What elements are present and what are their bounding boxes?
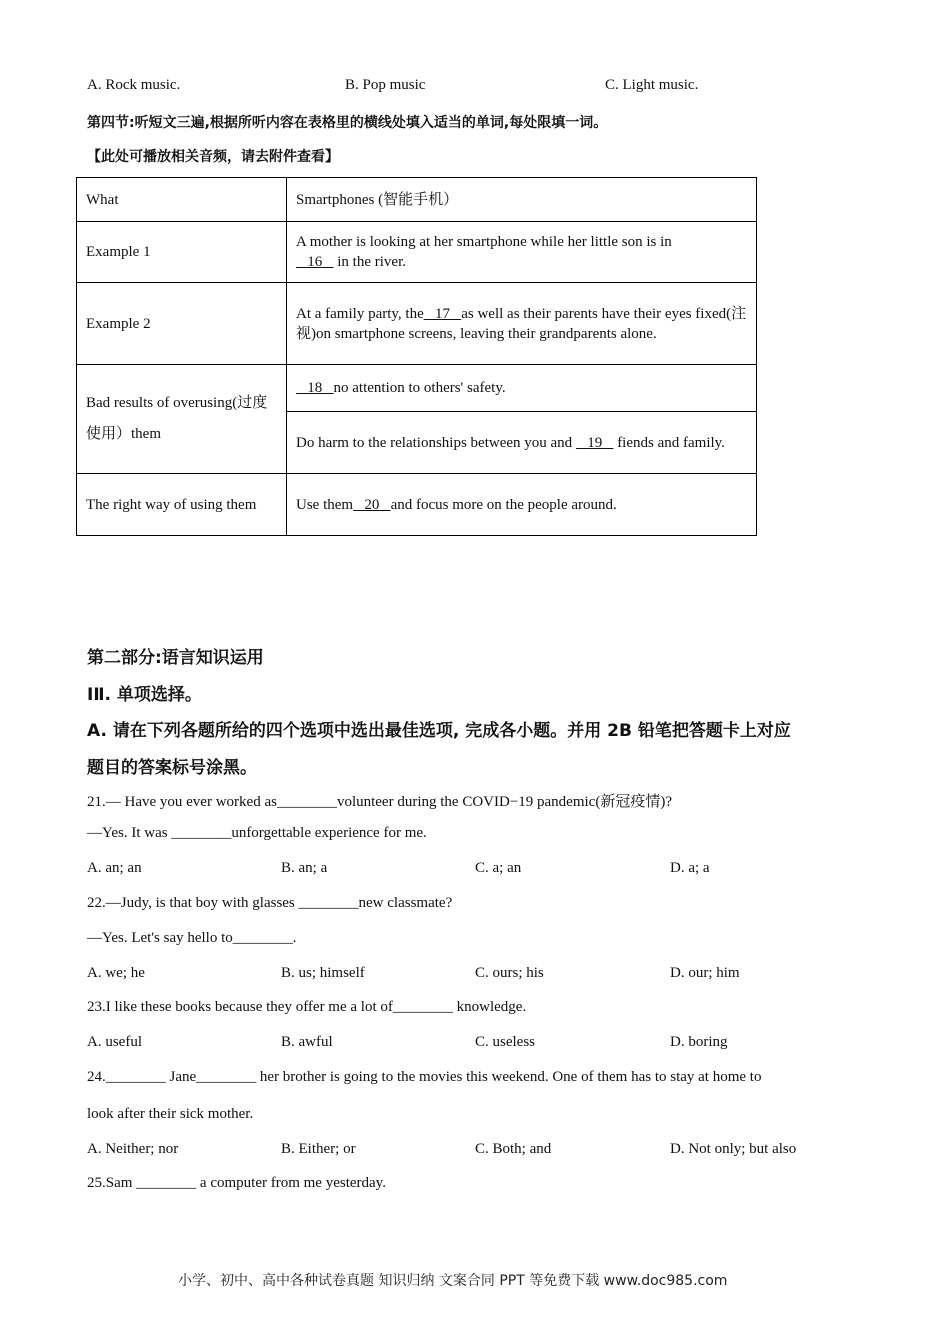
blank-18: 18 (307, 380, 323, 396)
q24-option-c: C. Both; and (475, 1141, 552, 1157)
row-label: What (77, 178, 287, 222)
table-row (77, 222, 757, 283)
table-row (77, 178, 757, 222)
q22-option-a: A. we; he (87, 965, 145, 981)
q23-option-a: A. useful (87, 1034, 142, 1050)
question-25: 25.Sam ________ a computer from me yesterday. (87, 1175, 386, 1191)
q23-option-d: D. boring (670, 1034, 728, 1050)
question-21: 21.— Have you ever worked as________volunteer during the COVID−19 pandemic(新冠疫情)? (87, 794, 672, 810)
q22-option-c: C. ours; his (475, 965, 544, 981)
row-label: Example 2 (77, 283, 287, 365)
row-content: Use them 20 and focus more on the people around. (287, 474, 757, 536)
option-a: A. Rock music. (87, 77, 181, 93)
row-content: Smartphones (智能手机） (287, 178, 757, 222)
row-label: The right way of using them (77, 474, 287, 536)
q21-option-b: B. an; a (281, 860, 328, 876)
option-c: C. Light music. (605, 77, 699, 93)
section-subtitle: IⅡ. 单项选择。 (87, 685, 202, 705)
question-23: 23.I like these books because they offer me a lot of________ knowledge. (87, 999, 527, 1015)
audio-note: 【此处可播放相关音频，请去附件查看】 (87, 149, 339, 165)
blank-17: 17 (434, 305, 450, 322)
q23-option-b: B. awful (281, 1034, 333, 1050)
q24-option-b: B. Either; or (281, 1141, 356, 1157)
question-22: 22.—Judy, is that boy with glasses ________new classmate? (87, 895, 453, 911)
q21-option-c: C. a; an (475, 860, 522, 876)
q22-option-b: B. us; himself (281, 965, 365, 981)
question-24: 24.________ Jane________ her brother is going to the movies this weekend. One of them has to stay at home to (87, 1069, 762, 1085)
part2-title: 第二部分:语言知识运用 (87, 648, 264, 668)
blank-19: 19 (587, 434, 603, 451)
row-content: 18 no attention to others' safety. (287, 365, 757, 412)
row-label: Bad results of overusing(过度使用）them (77, 365, 287, 474)
question-24-cont: look after their sick mother. (87, 1106, 254, 1122)
row-content: At a family party, the 17 as well as their parents have their eyes fixed(注视)on smartphone screens, leaving their grandparents alone. (287, 283, 757, 365)
q24-option-d: D. Not only; but also (670, 1141, 797, 1157)
q21-option-a: A. an; an (87, 860, 142, 876)
table-row (77, 365, 757, 412)
listening-table (76, 177, 757, 536)
row-content: Do harm to the relationships between you and 19 fiends and family. (287, 412, 757, 474)
q24-option-a: A. Neither; nor (87, 1141, 179, 1157)
row-content: A mother is looking at her smartphone while her little son is in 16 in the river. (287, 222, 757, 283)
option-b: B. Pop music (345, 77, 426, 93)
table-row (77, 474, 757, 536)
blank-20: 20 (364, 496, 380, 513)
row-label: Example 1 (77, 222, 287, 283)
blank-16: 16 (307, 254, 323, 270)
question-22-reply: —Yes. Let's say hello to________. (87, 930, 297, 946)
q23-option-c: C. useless (475, 1034, 535, 1050)
instruction-a-line2: 题目的答案标号涂黑。 (87, 758, 257, 778)
q21-option-d: D. a; a (670, 860, 710, 876)
page-footer: 小学、初中、高中各种试卷真题 知识归纳 文案合同 PPT 等免费下载 www.doc985.com (178, 1273, 728, 1289)
q22-option-d: D. our; him (670, 965, 740, 981)
instruction-a-line1: A. 请在下列各题所给的四个选项中选出最佳选项, 完成各小题。并用 2B 铅笔把答题卡上对应 (87, 721, 791, 741)
question-21-reply: —Yes. It was ________unforgettable experience for me. (87, 825, 427, 841)
section4-instruction: 第四节:听短文三遍,根据所听内容在表格里的横线处填入适当的单词,每处限填一词。 (87, 115, 608, 131)
table-row (77, 283, 757, 365)
